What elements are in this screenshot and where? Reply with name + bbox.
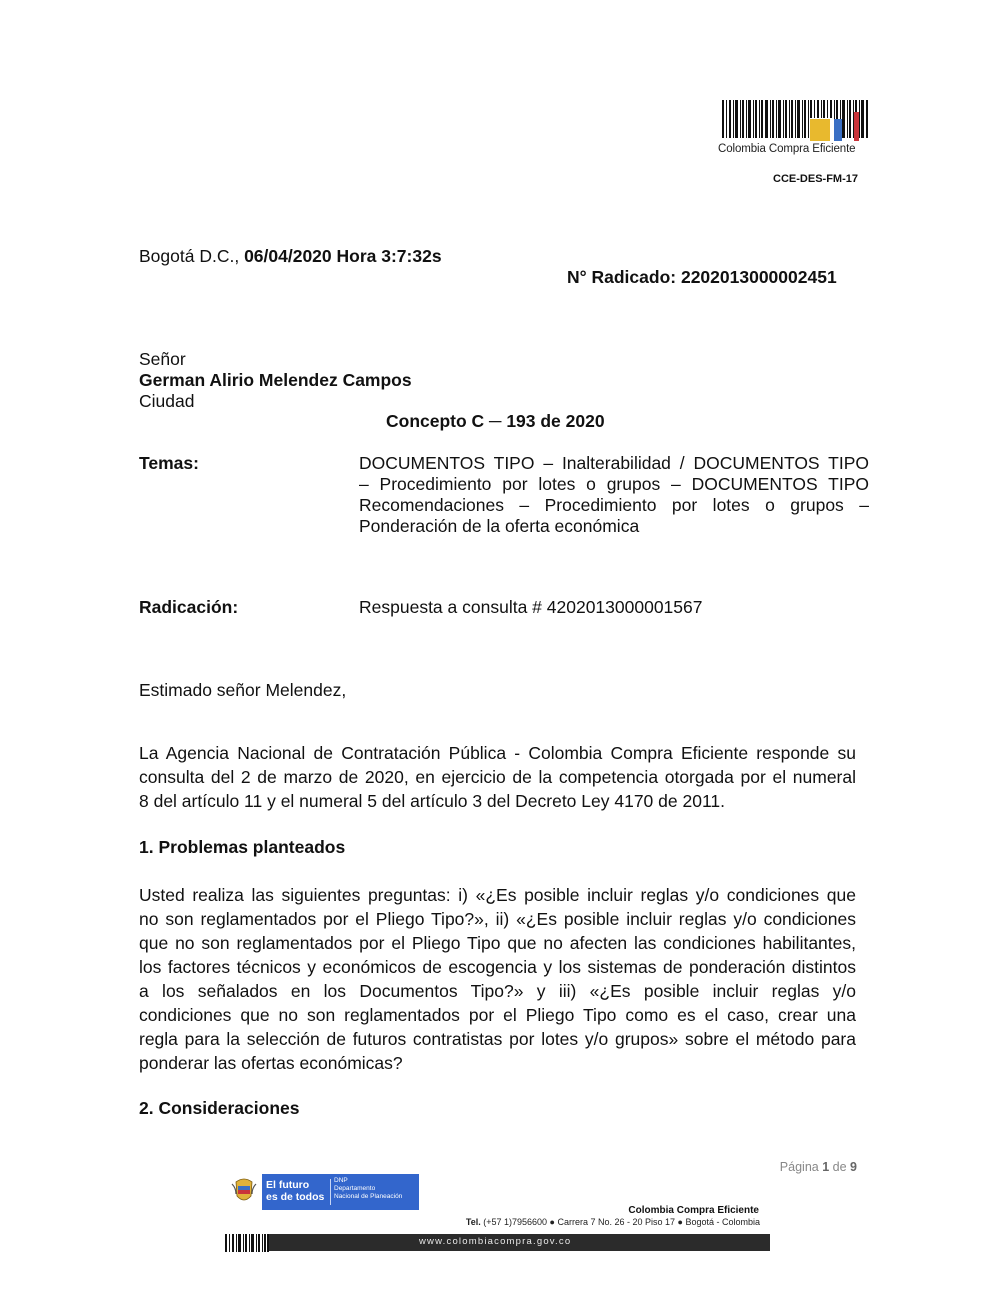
futuro-line: es de todos (266, 1191, 325, 1203)
temas-line: Ponderación de la oferta económica (359, 516, 640, 536)
date: 06/04/2020 Hora 3:7:32s (244, 246, 442, 266)
greeting: Estimado señor Melendez, (139, 680, 347, 700)
footer-url-bar (269, 1234, 770, 1251)
section-heading-1: 1. Problemas planteados (139, 837, 346, 857)
tel-label: Tel. (465, 1217, 481, 1227)
barcode-logo-icon (722, 100, 868, 142)
dnp-line: Nacional de Planeación (334, 1193, 403, 1200)
banner-divider (330, 1179, 331, 1205)
radicacion-label: Radicación: (139, 597, 239, 617)
page-number (730, 1160, 857, 1174)
paragraph-line: consulta del 2 de marzo de 2020, en ejercicio de la competencia otorgada por el numeral (139, 767, 856, 787)
section-heading-2: 2. Consideraciones (139, 1098, 300, 1118)
paragraph-line: regla para la selección de futuros contratistas por lotes y/o grupos» sobre el método para (139, 1029, 856, 1049)
footer-organization: Colombia Compra Eficiente (628, 1205, 759, 1216)
page-current: 1 (822, 1160, 830, 1174)
government-banner (226, 1174, 419, 1210)
paragraph-line: no son reglamentados por el Pliego Tipo?», ii) «¿Es posible incluir reglas y/o condiciones (139, 909, 856, 929)
recipient-city: Ciudad (139, 391, 195, 411)
page-of: de (832, 1160, 847, 1174)
temas-label: Temas: (139, 453, 199, 473)
dnp-line: DNP (334, 1177, 348, 1184)
logo-text: Colombia Compra Eficiente (718, 143, 856, 155)
recipient-name: German Alirio Melendez Campos (139, 370, 412, 390)
paragraph-line: los factores técnicos y económicos de escogencia y los sistemas de ponderación distintos (139, 957, 856, 977)
website-url: www.colombiacompra.gov.co (419, 1236, 572, 1247)
paragraph-line: que no son reglamentados por el Pliego Tipo que no afecten las condiciones habilitantes, (139, 933, 856, 953)
futuro-line: El futuro (266, 1179, 310, 1191)
city: Bogotá D.C., (139, 246, 245, 266)
salutation: Señor (139, 349, 186, 369)
temas-line: DOCUMENTOS TIPO – Inalterabilidad / DOCUMENTOS TIPO (359, 453, 869, 473)
paragraph-line: 8 del artículo 11 y el numeral 5 del artículo 3 del Decreto Ley 4170 de 2011. (139, 791, 725, 811)
radicado-number: N° Radicado: 2202013000002451 (567, 267, 837, 287)
temas-line: – Procedimiento por lotes o grupos – DOCUMENTOS TIPO (359, 474, 869, 494)
city-date (139, 246, 442, 267)
colombia-compra-logo (718, 100, 870, 160)
paragraph-line: condiciones que no son reglamentados por el Pliego Tipo como es el caso, crear una (139, 1005, 856, 1025)
dnp-line: Departamento (334, 1185, 376, 1192)
coat-of-arms-icon (226, 1174, 262, 1210)
paragraph-line: a los señalados en los Documentos Tipo?» y iii) «¿Es posible incluir reglas y/o (139, 981, 856, 1001)
paragraph-line: ponderar las ofertas económicas? (139, 1053, 403, 1073)
page-label: Página (779, 1160, 819, 1174)
radicacion-value: Respuesta a consulta # 4202013000001567 (359, 597, 703, 617)
footer-contact (380, 1217, 760, 1227)
intro-paragraph (139, 741, 856, 813)
paragraph-line: Usted realiza las siguientes preguntas: i) «¿Es posible incluir reglas y/o condiciones que (139, 885, 856, 905)
dnp-text (334, 1177, 402, 1201)
form-code: CCE-DES-FM-17 (773, 173, 858, 185)
questions-paragraph (139, 883, 856, 1075)
paragraph-line: La Agencia Nacional de Contratación Pública - Colombia Compra Eficiente responde su (139, 743, 856, 763)
temas-text (359, 453, 869, 537)
footer-barcode-icon (225, 1234, 269, 1252)
recipient-block (139, 349, 412, 412)
el-futuro-text (266, 1179, 324, 1203)
temas-line: Recomendaciones – Procedimiento por lotes o grupos – (359, 495, 869, 515)
concept-title: Concepto C ─ 193 de 2020 (386, 411, 605, 431)
page-total: 9 (850, 1160, 857, 1174)
contact-details: (+57 1)7956600 ● Carrera 7 No. 26 - 20 Piso 17 ● Bogotá - Colombia (480, 1217, 760, 1227)
